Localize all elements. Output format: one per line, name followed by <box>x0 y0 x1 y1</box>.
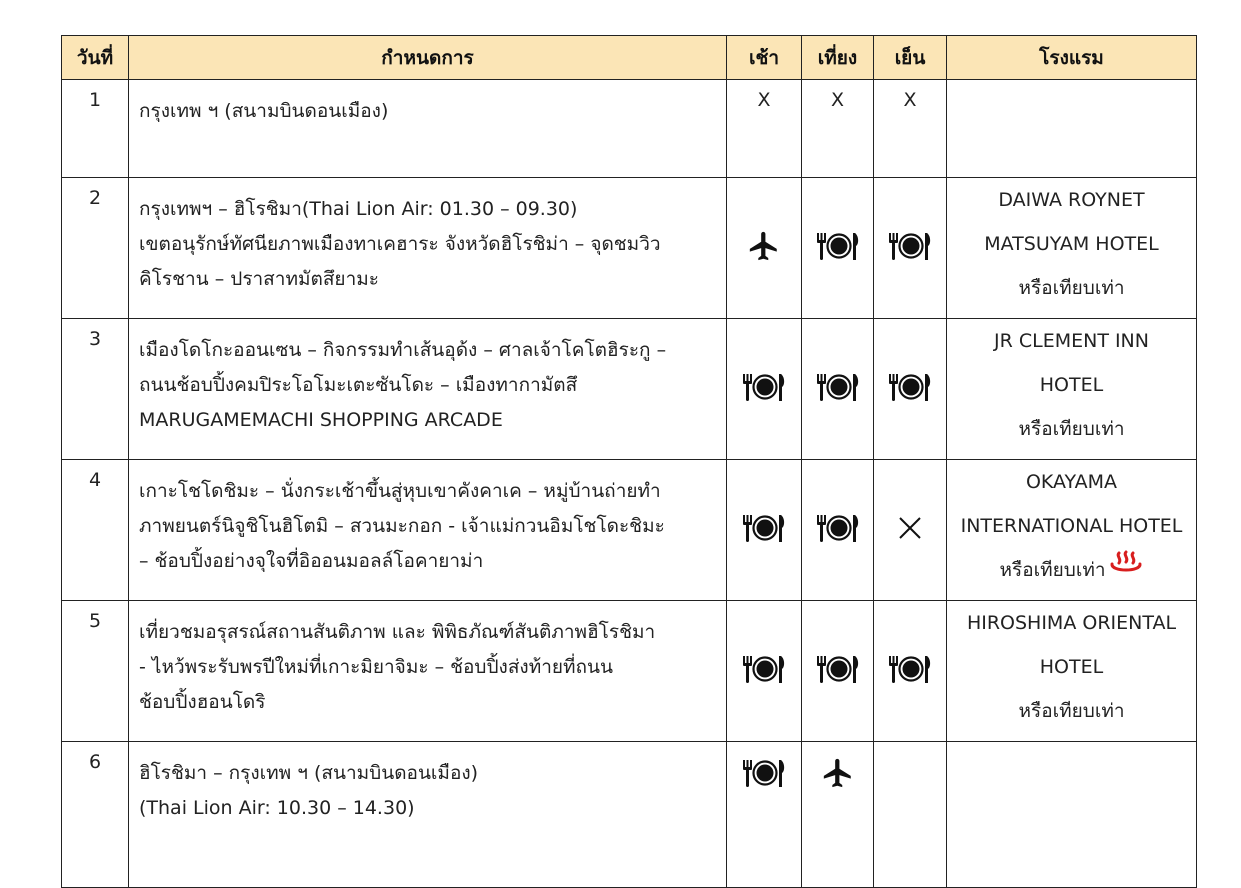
hotel-text: หรือเทียบเท่า <box>1018 277 1125 299</box>
lunch-cell <box>802 460 874 601</box>
hotel-line <box>947 363 1196 407</box>
hotel-cell <box>947 80 1197 178</box>
lunch-cell: X <box>802 80 874 178</box>
hotel-line <box>947 407 1196 451</box>
header-row <box>62 36 1197 80</box>
hotel-text: HOTEL <box>1039 374 1104 396</box>
dinner-cell <box>874 742 947 888</box>
hotel-line <box>947 319 1196 363</box>
lunch-cell <box>802 178 874 319</box>
breakfast-cell: X <box>727 80 802 178</box>
program-line: MARUGAMEMACHI SHOPPING ARCADE <box>139 409 503 431</box>
breakfast-cell <box>727 319 802 460</box>
plane-icon <box>821 756 855 795</box>
meal-icon <box>886 229 934 268</box>
lunch-cell <box>802 601 874 742</box>
dinner-cell <box>874 178 947 319</box>
plane-icon <box>747 229 781 268</box>
itinerary-table <box>61 35 1197 888</box>
program-line: เมืองโดโกะออนเซน – กิจกรรมทำเส้นอุด้ง – ศาลเจ้าโคโตฮิระกู – <box>139 339 667 361</box>
lunch-cell <box>802 319 874 460</box>
hotel-text: หรือเทียบเท่า <box>1018 700 1125 722</box>
meal-icon <box>814 370 862 409</box>
program-line: เกาะโชโดชิมะ – นั่งกระเช้าขึ้นสู่หุบเขาคังคาเค – หมู่บ้านถ่ายทำ <box>139 480 661 502</box>
header-lunch: เที่ยง <box>802 36 874 80</box>
hotel-text: JR CLEMENT INN <box>994 330 1149 352</box>
dinner-cell: X <box>874 80 947 178</box>
meal-icon <box>740 511 788 550</box>
hotel-text: OKAYAMA <box>1025 471 1118 493</box>
program-cell <box>129 319 727 460</box>
breakfast-cell <box>727 742 802 888</box>
hotel-cell <box>947 742 1197 888</box>
header-dinner: เย็น <box>874 36 947 80</box>
meal-icon <box>814 229 862 268</box>
breakfast-cell <box>727 601 802 742</box>
dinner-cell <box>874 601 947 742</box>
meal-icon <box>886 652 934 691</box>
dinner-cell <box>874 460 947 601</box>
hotel-text: MATSUYAM HOTEL <box>984 233 1159 255</box>
table-row <box>62 742 1197 888</box>
meal-icon <box>814 652 862 691</box>
program-line: ภาพยนตร์นิจูชิโนฮิโตมิ – สวนมะกอก - เจ้าแม่กวนอิมโชโดะชิมะ <box>139 515 665 537</box>
meal-icon <box>740 370 788 409</box>
program-line: ช้อบปิ้งฮอนโดริ <box>139 691 266 713</box>
table-row <box>62 319 1197 460</box>
program-cell <box>129 178 727 319</box>
program-line: คิโรชาน – ปราสาทมัตสึยามะ <box>139 268 379 290</box>
day-number: 6 <box>62 742 129 888</box>
day-number: 4 <box>62 460 129 601</box>
hotel-text: หรือเทียบเท่า <box>999 559 1106 581</box>
hotel-line <box>947 222 1196 266</box>
hotel-line <box>947 178 1196 222</box>
day-number: 3 <box>62 319 129 460</box>
breakfast-cell <box>727 460 802 601</box>
hotel-cell <box>947 319 1197 460</box>
program-line: กรุงเทพ ฯ (สนามบินดอนเมือง) <box>139 100 389 122</box>
hotel-line <box>947 504 1196 548</box>
hotel-line <box>947 548 1196 592</box>
program-line: ถนนช้อบปิ้งคมปิระโอโมะเตะซันโดะ – เมืองทากามัตสึ <box>139 374 578 396</box>
meal-icon <box>740 756 788 795</box>
onsen-icon <box>1108 548 1144 592</box>
breakfast-cell <box>727 178 802 319</box>
day-number: 1 <box>62 80 129 178</box>
header-hotel: โรงแรม <box>947 36 1197 80</box>
day-number: 5 <box>62 601 129 742</box>
program-line: เขตอนุรักษ์ทัศนียภาพเมืองทาเคฮาระ จังหวัดฮิโรชิม่า – จุดชมวิว <box>139 233 661 255</box>
program-line: - ไหว้พระรับพรปีใหม่ที่เกาะมิยาจิมะ – ช้อบปิ้งส่งท้ายที่ถนน <box>139 656 614 678</box>
hotel-cell <box>947 601 1197 742</box>
x-icon <box>897 515 923 546</box>
lunch-cell <box>802 742 874 888</box>
header-day: วันที่ <box>62 36 129 80</box>
program-cell <box>129 601 727 742</box>
hotel-cell <box>947 178 1197 319</box>
program-line: เที่ยวชมอรุสรณ์สถานสันติภาพ และ พิพิธภัณฑ์สันติภาพฮิโรชิมา <box>139 621 656 643</box>
meal-icon <box>814 511 862 550</box>
hotel-line <box>947 460 1196 504</box>
dinner-cell <box>874 319 947 460</box>
program-line: กรุงเทพฯ – ฮิโรชิมา(Thai Lion Air: 01.30 – 09.30) <box>139 198 578 220</box>
hotel-cell <box>947 460 1197 601</box>
program-line: (Thai Lion Air: 10.30 – 14.30) <box>139 797 415 819</box>
program-cell <box>129 460 727 601</box>
meal-icon <box>740 652 788 691</box>
table-row <box>62 601 1197 742</box>
table-row <box>62 80 1197 178</box>
program-line: ฮิโรชิมา – กรุงเทพ ฯ (สนามบินดอนเมือง) <box>139 762 479 784</box>
program-cell <box>129 742 727 888</box>
hotel-text: HOTEL <box>1039 656 1104 678</box>
program-cell <box>129 80 727 178</box>
hotel-line <box>947 601 1196 645</box>
hotel-text: HIROSHIMA ORIENTAL <box>966 612 1177 634</box>
hotel-line <box>947 645 1196 689</box>
hotel-text: INTERNATIONAL HOTEL <box>960 515 1183 537</box>
table-row <box>62 178 1197 319</box>
hotel-line <box>947 689 1196 733</box>
table-row <box>62 460 1197 601</box>
meal-icon <box>886 370 934 409</box>
day-number: 2 <box>62 178 129 319</box>
hotel-line <box>947 266 1196 310</box>
header-program: กำหนดการ <box>129 36 727 80</box>
program-line: – ช้อบปิ้งอย่างจุใจที่อิออนมอลล์โอคายาม่า <box>139 550 484 572</box>
header-breakfast: เช้า <box>727 36 802 80</box>
hotel-text: หรือเทียบเท่า <box>1018 418 1125 440</box>
hotel-text: DAIWA ROYNET <box>998 189 1145 211</box>
